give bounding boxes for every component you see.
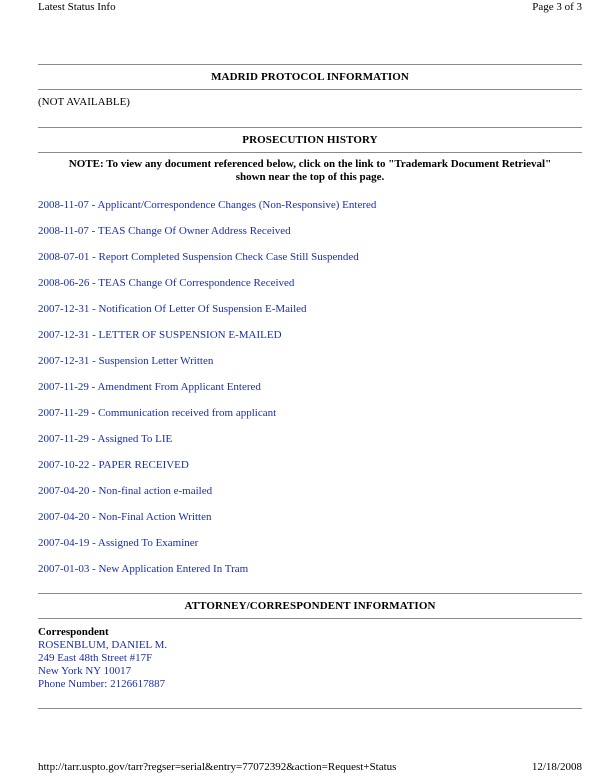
divider xyxy=(38,593,582,594)
history-entry[interactable] xyxy=(38,562,376,588)
divider xyxy=(38,64,582,65)
history-entry-link[interactable]: 2007-12-31 - LETTER OF SUSPENSION E-MAILED xyxy=(38,329,282,341)
footer-date: 12/18/2008 xyxy=(531,761,582,773)
page-header xyxy=(38,1,582,15)
correspondent-heading: Correspondent xyxy=(38,626,109,638)
divider xyxy=(38,89,582,90)
history-entry[interactable] xyxy=(38,198,376,224)
history-entry-link[interactable]: 2007-12-31 - Suspension Letter Written xyxy=(38,355,214,367)
history-entry[interactable] xyxy=(38,302,376,328)
history-entry[interactable] xyxy=(38,432,376,458)
prosecution-note xyxy=(38,158,582,184)
madrid-status: (NOT AVAILABLE) xyxy=(38,96,130,108)
correspondent-street: 249 East 48th Street #17F xyxy=(38,652,153,664)
history-entry-link[interactable]: 2007-11-29 - Amendment From Applicant Entered xyxy=(38,381,261,393)
history-entry-link[interactable]: 2008-11-07 - Applicant/Correspondence Changes (Non-Responsive) Entered xyxy=(38,199,377,211)
attorney-section-title: ATTORNEY/CORRESPONDENT INFORMATION xyxy=(184,600,436,612)
correspondent-name: ROSENBLUM, DANIEL M. xyxy=(38,639,168,651)
divider xyxy=(38,152,582,153)
history-entry-link[interactable]: 2007-04-20 - Non-final action e-mailed xyxy=(38,485,213,497)
prosecution-history-list xyxy=(38,198,376,588)
page-footer xyxy=(38,761,582,775)
prosecution-section-title: PROSECUTION HISTORY xyxy=(242,134,378,146)
history-entry[interactable] xyxy=(38,250,376,276)
note-line: shown near the top of this page. xyxy=(235,171,385,183)
history-entry-link[interactable]: 2008-06-26 - TEAS Change Of Correspondence Received xyxy=(38,277,295,289)
history-entry[interactable] xyxy=(38,406,376,432)
history-entry[interactable] xyxy=(38,224,376,250)
history-entry-link[interactable]: 2007-11-29 - Assigned To LIE xyxy=(38,433,173,445)
document-title: Latest Status Info xyxy=(38,1,116,13)
history-entry-link[interactable]: 2007-10-22 - PAPER RECEIVED xyxy=(38,459,189,471)
history-entry[interactable] xyxy=(38,276,376,302)
correspondent-block xyxy=(38,626,167,691)
history-entry-link[interactable]: 2007-01-03 - New Application Entered In Tram xyxy=(38,563,249,575)
divider xyxy=(38,127,582,128)
history-entry[interactable] xyxy=(38,458,376,484)
history-entry[interactable] xyxy=(38,380,376,406)
history-entry-link[interactable]: 2007-04-20 - Non-Final Action Written xyxy=(38,511,212,523)
history-entry-link[interactable]: 2008-11-07 - TEAS Change Of Owner Address Received xyxy=(38,225,291,237)
madrid-section-title: MADRID PROTOCOL INFORMATION xyxy=(211,71,409,83)
note-line: NOTE: To view any document referenced below, click on the link to "Trademark Document Retrieval" xyxy=(68,158,552,170)
footer-url: http://tarr.uspto.gov/tarr?regser=serial&entry=77072392&action=Request+Status xyxy=(38,761,397,773)
page-number: Page 3 of 3 xyxy=(532,1,582,13)
history-entry[interactable] xyxy=(38,354,376,380)
history-entry[interactable] xyxy=(38,510,376,536)
history-entry-link[interactable]: 2007-11-29 - Communication received from applicant xyxy=(38,407,277,419)
history-entry-link[interactable]: 2007-04-19 - Assigned To Examiner xyxy=(38,537,199,549)
divider xyxy=(38,618,582,619)
history-entry[interactable] xyxy=(38,484,376,510)
history-entry-link[interactable]: 2007-12-31 - Notification Of Letter Of Suspension E-Mailed xyxy=(38,303,307,315)
history-entry[interactable] xyxy=(38,536,376,562)
correspondent-phone: Phone Number: 2126617887 xyxy=(38,678,166,690)
correspondent-city: New York NY 10017 xyxy=(38,665,132,677)
history-entry[interactable] xyxy=(38,328,376,354)
divider xyxy=(38,708,582,709)
history-entry-link[interactable]: 2008-07-01 - Report Completed Suspension Check Case Still Suspended xyxy=(38,251,359,263)
